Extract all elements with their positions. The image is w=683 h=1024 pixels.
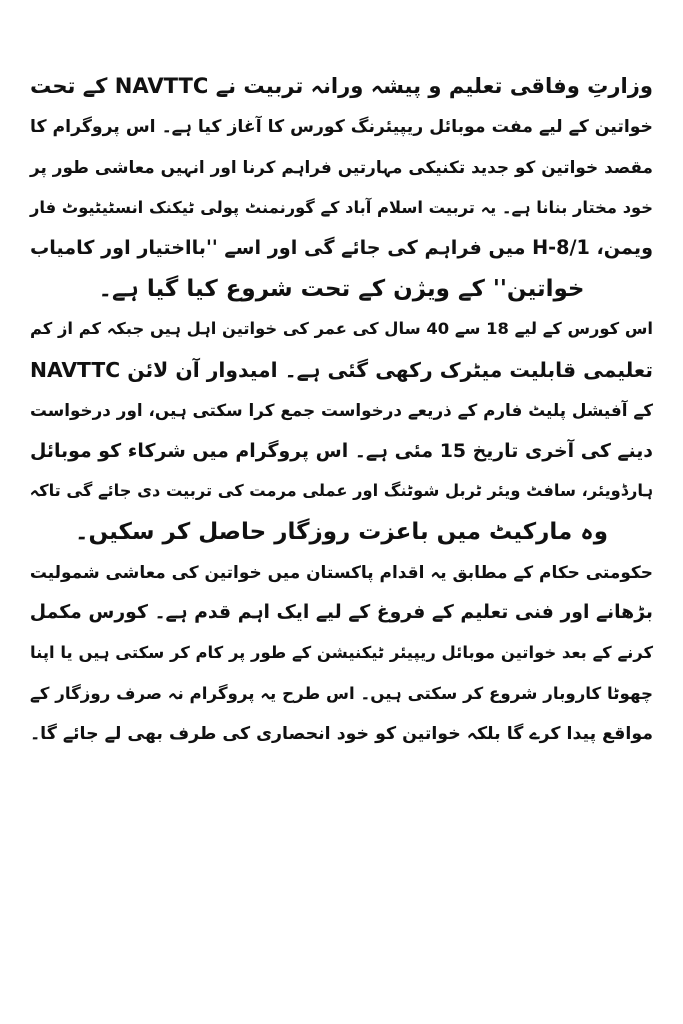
text-line: ویمن، H-8/1 میں فراہم کی جائے گی اور اسے ''بااختیار اور کامیاب — [29, 236, 653, 259]
paragraph-eligibility — [30, 309, 653, 552]
text-line: خواتین'' کے ویژن کے تحت شروع کیا گیا ہے۔ — [98, 275, 585, 302]
text-line: وہ مارکیٹ میں باعزت روزگار حاصل کر سکیں۔ — [74, 518, 609, 545]
text-line: حکومتی حکام کے مطابق یہ اقدام پاکستان میں خواتین کی معاشی شمولیت — [29, 562, 653, 582]
text-line: دینے کی آخری تاریخ 15 مئی ہے۔ اس پروگرام میں شرکاء کو موبائل — [30, 439, 653, 462]
text-line: کے آفیشل پلیٹ فارم کے ذریعے درخواست جمع کرا سکتی ہیں، اور درخواست — [30, 400, 653, 420]
text-line: چھوٹا کاروبار شروع کر سکتی ہیں۔ اس طرح یہ پروگرام نہ صرف روزگار کے — [30, 683, 653, 703]
text-line: مواقع پیدا کرے گا بلکہ خواتین کو خود انحصاری کی طرف بھی لے جائے گا۔ — [30, 724, 653, 744]
text-line: ہارڈویئر، سافٹ ویئر ٹربل شوٹنگ اور عملی مرمت کی تربیت دی جائے گی تاکہ — [29, 481, 653, 500]
text-line: مقصد خواتین کو جدید تکنیکی مہارتیں فراہم کرنا اور انہیں معاشی طور پر — [30, 157, 653, 177]
text-line: بڑھانے اور فنی تعلیم کے فروغ کے لیے ایک اہم قدم ہے۔ کورس مکمل — [29, 601, 653, 623]
text-line: خواتین کے لیے مفت موبائل ریپیئرنگ کورس کا آغاز کیا ہے۔ اس پروگرام کا — [30, 116, 653, 137]
paragraph-impact — [30, 552, 653, 755]
text-line: کرنے کے بعد خواتین موبائل ریپیئر ٹیکنیشن کے طور پر کام کر سکتی ہیں یا اپنا — [30, 643, 653, 662]
text-line: خود مختار بنانا ہے۔ یہ تربیت اسلام آباد کے گورنمنٹ پولی ٹیکنک انسٹیٹیوٹ فار — [30, 197, 653, 217]
text-line: اس کورس کے لیے 18 سے 40 سال کی عمر کی خواتین اہل ہیں جبکہ کم از کم — [30, 319, 653, 338]
text-line: تعلیمی قابلیت میٹرک رکھی گئی ہے۔ امیدوار آن لائن NAVTTC — [30, 357, 653, 382]
text-line: وزارتِ وفاقی تعلیم و پیشہ ورانہ تربیت نے NAVTTC کے تحت — [30, 73, 653, 98]
paragraph-program-launch — [30, 66, 653, 309]
